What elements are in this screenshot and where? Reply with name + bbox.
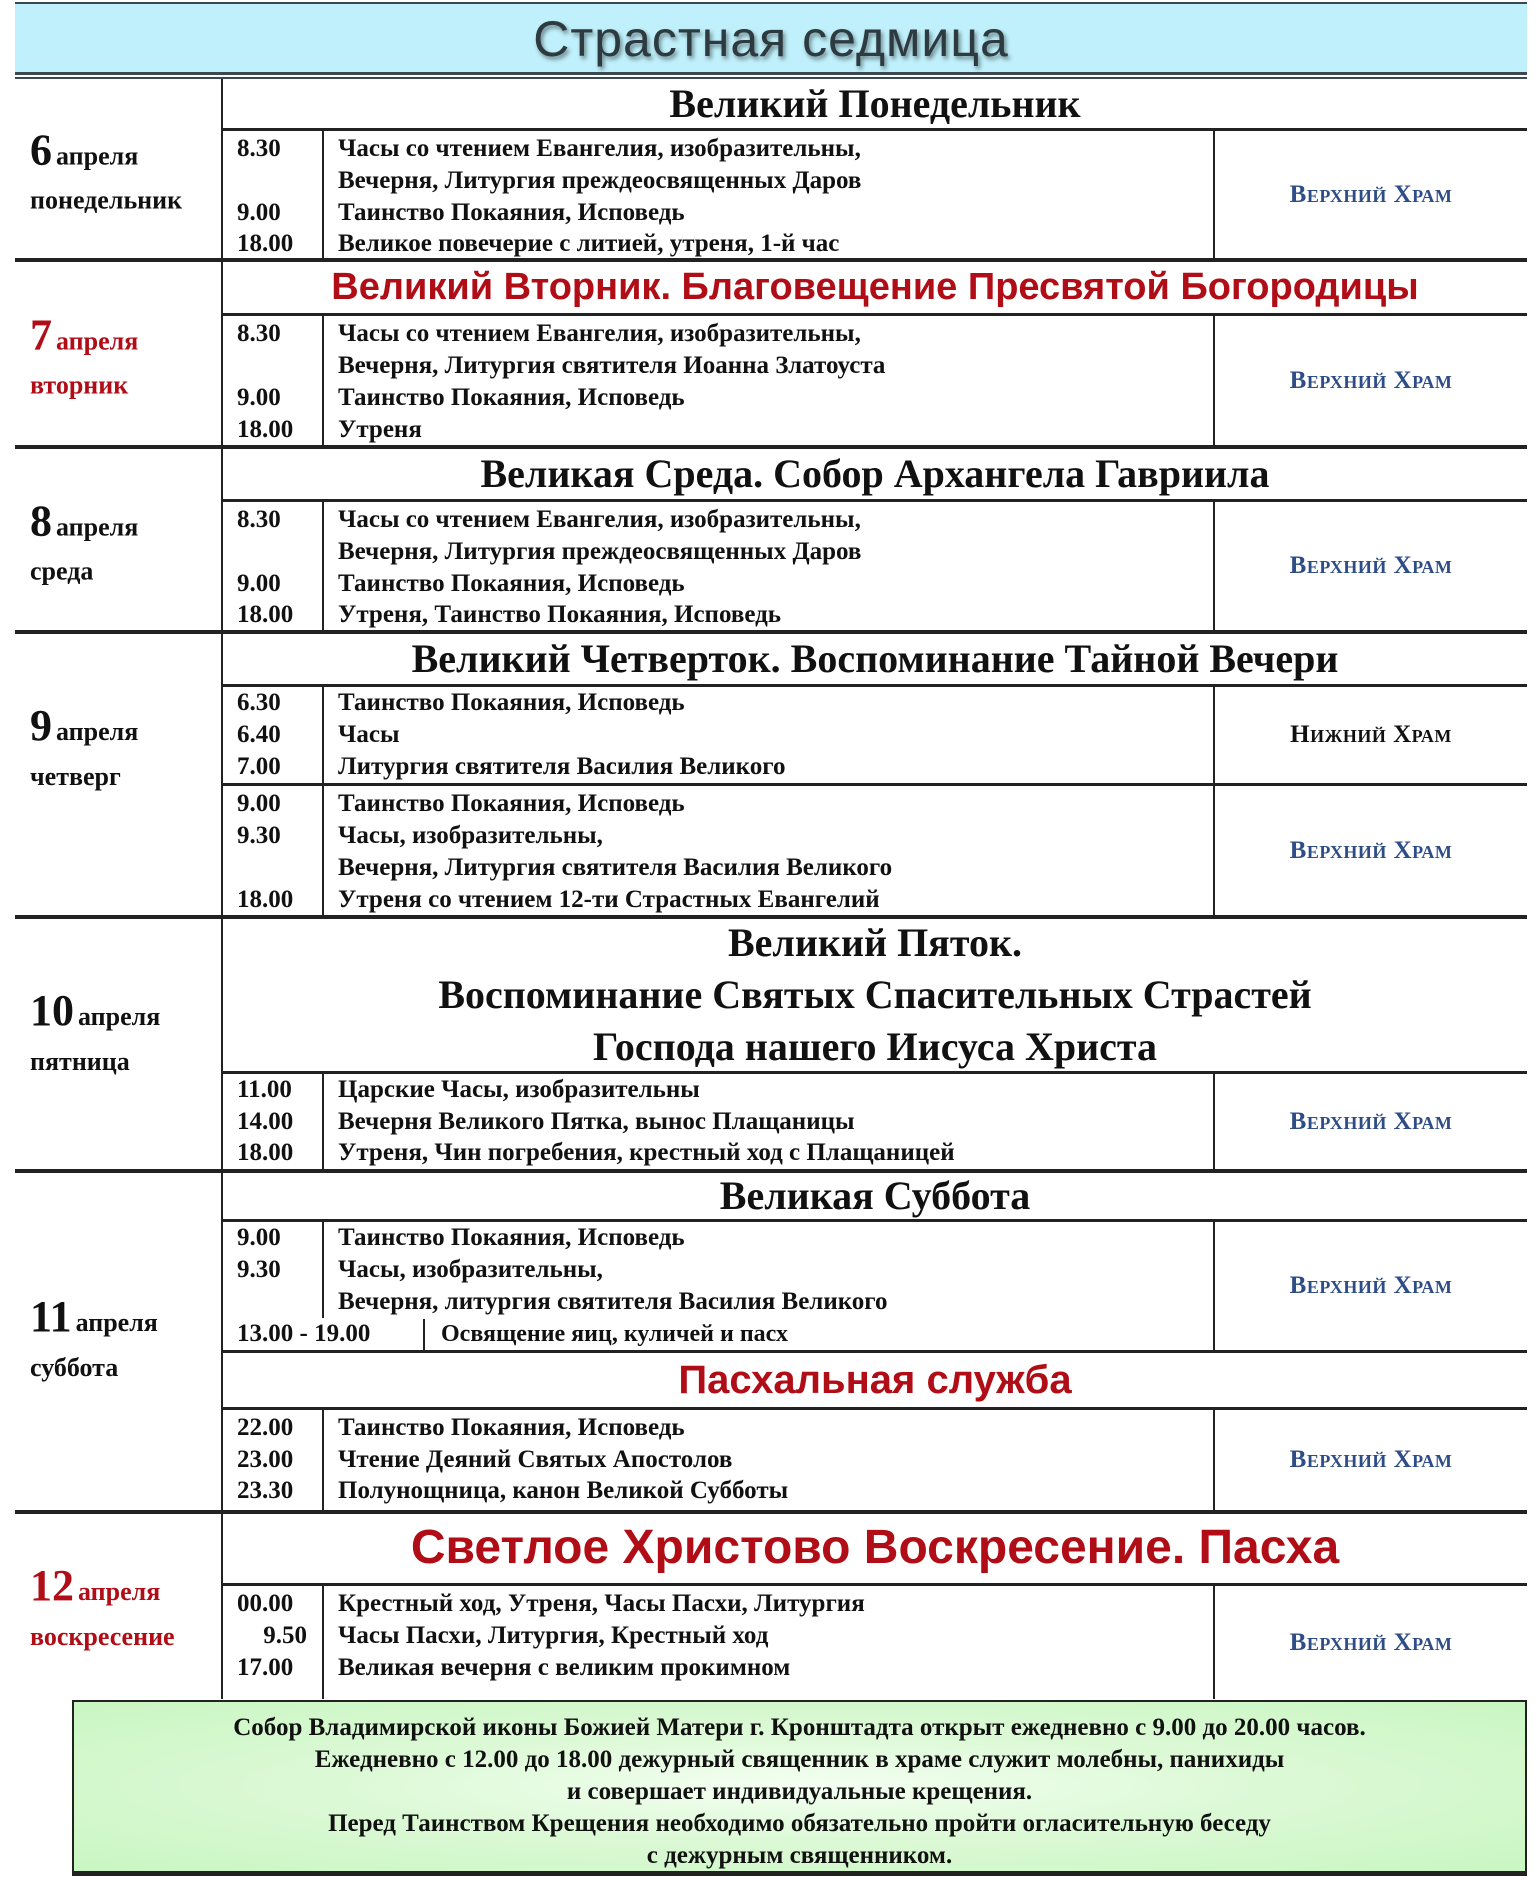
date-weekday: среда	[30, 556, 94, 586]
place-label: Нижний Храм	[1290, 721, 1452, 748]
feast-title-line: Великая Суббота	[719, 1173, 1031, 1218]
feast-title-line: Господа нашего Иисуса Христа	[592, 1024, 1158, 1069]
service-time: 14.00	[237, 1108, 294, 1135]
service-time: 11.00	[237, 1076, 292, 1103]
service-desc: Вечерня, Литургия святителя Василия Великого	[338, 854, 893, 881]
service-time: 13.00 - 19.00	[237, 1320, 371, 1347]
service-desc: Вечерня, литургия святителя Василия Великого	[338, 1288, 888, 1315]
service-desc: Великое повечерие с литией, утреня, 1-й час	[338, 230, 840, 257]
service-desc: Таинство Покаяния, Исповедь	[338, 570, 685, 597]
service-time: 9.00	[237, 570, 281, 597]
date-weekday: суббота	[30, 1352, 119, 1382]
info-line: Ежедневно с 12.00 до 18.00 дежурный священник в храме служит молебны, панихиды	[314, 1746, 1285, 1773]
place-label: Верхний Храм	[1289, 1628, 1453, 1656]
service-time: 23.30	[237, 1477, 294, 1504]
service-block	[223, 1410, 1527, 1510]
service-desc: Часы, изобразительны,	[338, 822, 603, 849]
service-desc: Часы со чтением Евангелия, изобразительны,	[338, 506, 861, 533]
service-time: 8.30	[237, 135, 281, 162]
service-time: 9.30	[237, 822, 281, 849]
place-label: Верхний Храм	[1289, 180, 1453, 208]
service-time: 18.00	[237, 1139, 294, 1166]
day-row-10-april	[15, 919, 1527, 1173]
service-block	[223, 1074, 1527, 1169]
date-cell	[15, 634, 223, 915]
place-cell	[1213, 1074, 1527, 1169]
service-block	[223, 316, 1527, 445]
service-desc: Таинство Покаяния, Исповедь	[338, 689, 685, 716]
service-time: 18.00	[237, 886, 294, 913]
service-time: 23.00	[237, 1446, 294, 1473]
service-desc: Утреня	[338, 416, 422, 443]
feast-title-line: Великая Среда. Собор Архангела Гавриила	[480, 451, 1270, 496]
place-cell	[1213, 131, 1527, 258]
day-row-6-april	[15, 79, 1527, 262]
service-block	[223, 502, 1527, 630]
info-line: Перед Таинством Крещения необходимо обязательно пройти огласительную беседу	[328, 1810, 1271, 1837]
feast-title-line: Великий Понедельник	[669, 80, 1081, 126]
service-desc: Часы Пасхи, Литургия, Крестный ход	[338, 1622, 769, 1649]
feast-title	[223, 919, 1527, 1074]
date-cell	[15, 1514, 223, 1699]
service-desc: Вечерня, Литургия святителя Иоанна Златоуста	[338, 352, 886, 379]
service-desc: Великая вечерня с великим прокимном	[338, 1654, 791, 1681]
service-time: 9.00	[237, 199, 281, 226]
service-desc: Крестный ход, Утреня, Часы Пасхи, Литургия	[338, 1590, 865, 1617]
date-month: апреля	[56, 325, 139, 355]
info-notice-box	[72, 1700, 1527, 1876]
place-cell	[1213, 1586, 1527, 1699]
service-desc: Часы, изобразительны,	[338, 1256, 603, 1283]
feast-title-line: Великий Четверток. Воспоминание Тайной Вечери	[411, 636, 1339, 681]
place-cell	[1213, 316, 1527, 445]
place-cell	[1213, 502, 1527, 630]
date-weekday: вторник	[30, 370, 129, 400]
info-line: и совершает индивидуальные крещения.	[566, 1778, 1033, 1805]
date-month: апреля	[56, 140, 139, 170]
date-month: апреля	[56, 717, 139, 746]
date-cell	[15, 919, 223, 1169]
day-row-7-april	[15, 262, 1527, 449]
service-block	[223, 1586, 1527, 1699]
service-time: 17.00	[237, 1654, 294, 1681]
service-desc: Утреня, Таинство Покаяния, Исповедь	[338, 601, 781, 628]
feast-title	[223, 449, 1527, 502]
service-time: 9.50	[263, 1622, 307, 1649]
service-desc: Часы со чтением Евангелия, изобразительны,	[338, 135, 861, 162]
place-label: Верхний Храм	[1289, 1446, 1453, 1473]
feast-title-line: Пасхальная служба	[678, 1358, 1072, 1402]
service-block	[223, 131, 1527, 258]
date-number: 7	[30, 309, 52, 359]
feast-title	[223, 79, 1527, 131]
place-label: Верхний Храм	[1289, 1272, 1453, 1299]
service-time: 9.00	[237, 790, 281, 817]
service-desc: Таинство Покаяния, Исповедь	[338, 1414, 685, 1441]
title-banner	[15, 2, 1527, 72]
service-desc: Полунощница, канон Великой Субботы	[338, 1477, 789, 1504]
service-time: 7.00	[237, 753, 281, 780]
service-desc: Вечерня Великого Пятка, вынос Плащаницы	[338, 1108, 855, 1135]
service-block	[223, 786, 1527, 915]
feast-title	[223, 634, 1527, 687]
service-desc: Часы со чтением Евангелия, изобразительны,	[338, 320, 861, 347]
service-time: 22.00	[237, 1414, 294, 1441]
service-time: 6.30	[237, 689, 281, 716]
date-number: 10	[30, 986, 74, 1035]
date-month: апреля	[78, 1002, 161, 1031]
feast-title-line: Великий Пяток.	[728, 920, 1022, 965]
date-cell	[15, 262, 223, 445]
date-number: 12	[30, 1561, 74, 1610]
service-desc: Вечерня, Литургия преждеосвященных Даров	[338, 167, 862, 194]
date-weekday: пятница	[30, 1046, 130, 1076]
date-cell	[15, 79, 223, 258]
service-time: 8.30	[237, 506, 281, 533]
service-time: 18.00	[237, 230, 294, 257]
place-cell	[1213, 687, 1527, 783]
service-time: 18.00	[237, 601, 294, 628]
date-cell	[15, 449, 223, 630]
date-number: 11	[30, 1292, 72, 1341]
feast-title-line: Воспоминание Святых Спасительных Страстей	[438, 972, 1312, 1017]
place-label: Верхний Храм	[1289, 552, 1453, 579]
service-time: 00.00	[237, 1590, 294, 1617]
date-weekday: понедельник	[30, 185, 183, 215]
service-desc: Литургия святителя Василия Великого	[338, 753, 786, 780]
date-month: апреля	[56, 511, 139, 541]
date-weekday: воскресение	[30, 1621, 175, 1651]
info-line: Собор Владимирской иконы Божией Матери г. Кронштадта открыт ежедневно с 9.00 до 20.00 часов.	[233, 1714, 1366, 1741]
day-row-11-april	[15, 1173, 1527, 1514]
service-desc: Царские Часы, изобразительны	[338, 1076, 700, 1103]
service-desc: Таинство Покаяния, Исповедь	[338, 790, 685, 817]
service-time: 6.40	[237, 721, 281, 748]
service-desc: Освящение яиц, куличей и пасх	[441, 1321, 789, 1347]
place-label: Верхний Храм	[1289, 836, 1453, 864]
feast-title	[223, 262, 1527, 316]
feast-title-paschal-service	[223, 1353, 1527, 1410]
feast-title-line: Светлое Христово Воскресение. Пасха	[410, 1521, 1340, 1575]
service-desc: Таинство Покаяния, Исповедь	[338, 199, 685, 226]
service-desc: Утреня со чтением 12-ти Страстных Евангелий	[338, 886, 880, 913]
page-title: Страстная седмица	[533, 11, 1009, 67]
service-block	[223, 1222, 1527, 1353]
service-time: 8.30	[237, 320, 281, 347]
place-cell	[1213, 1222, 1527, 1350]
service-desc: Утреня, Чин погребения, крестный ход с Плащаницей	[338, 1139, 955, 1166]
feast-title	[223, 1514, 1527, 1586]
date-month: апреля	[75, 1308, 158, 1337]
info-line: с дежурным священником.	[646, 1842, 953, 1869]
date-weekday: четверг	[30, 761, 121, 791]
place-label: Верхний Храм	[1289, 366, 1453, 394]
service-desc: Таинство Покаяния, Исповедь	[338, 1224, 685, 1251]
date-month: апреля	[78, 1577, 161, 1606]
day-row-8-april	[15, 449, 1527, 634]
banner-divider	[15, 72, 1527, 75]
service-time: 18.00	[237, 416, 294, 443]
date-number: 9	[30, 701, 52, 750]
service-time: 9.30	[237, 1256, 281, 1283]
date-number: 6	[30, 124, 52, 174]
place-cell	[1213, 1410, 1527, 1510]
date-number: 8	[30, 495, 52, 545]
place-cell	[1213, 786, 1527, 915]
service-desc: Чтение Деяний Святых Апостолов	[338, 1446, 733, 1473]
service-block	[223, 687, 1527, 786]
service-desc: Вечерня, Литургия преждеосвященных Даров	[338, 538, 862, 565]
day-row-12-april	[15, 1514, 1527, 1699]
day-row-9-april	[15, 634, 1527, 919]
service-desc: Часы	[338, 721, 400, 748]
feast-title-line: Великий Вторник. Благовещение Пресвятой Богородицы	[331, 265, 1419, 308]
feast-title	[223, 1173, 1527, 1222]
service-desc: Таинство Покаяния, Исповедь	[338, 384, 685, 411]
place-label: Верхний Храм	[1289, 1107, 1453, 1135]
service-time: 9.00	[237, 384, 281, 411]
date-cell	[15, 1173, 223, 1510]
service-time: 9.00	[237, 1224, 281, 1251]
